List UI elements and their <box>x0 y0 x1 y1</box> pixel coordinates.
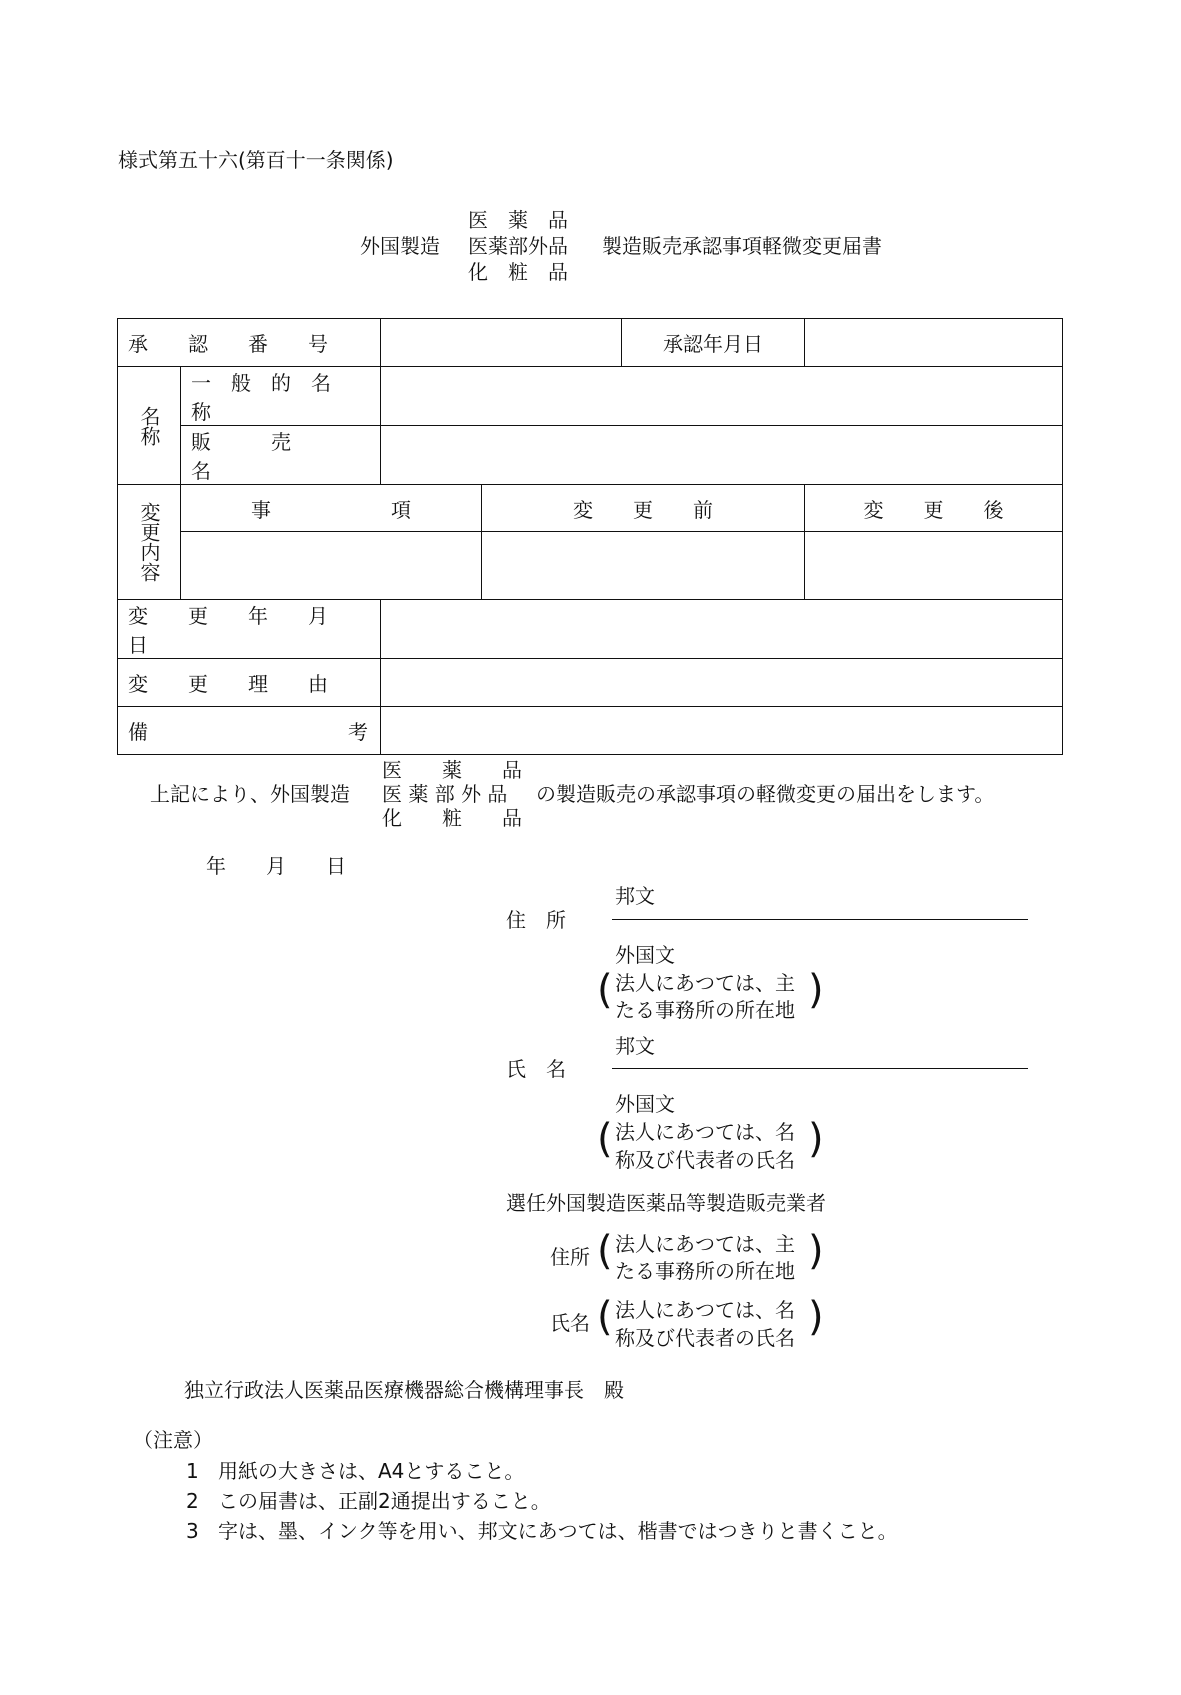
change-before-field[interactable] <box>482 532 805 600</box>
agent-address-note-1: 法人にあつては、主 <box>615 1232 795 1256</box>
recipient: 独立行政法人医薬品医療機器総合機構理事長 殿 <box>184 1378 624 1402</box>
brand-name-label: 販 売 名 <box>181 426 381 485</box>
right-paren-icon: ) <box>808 1228 824 1274</box>
row-general-name <box>118 367 1063 426</box>
address-note-1: 法人にあつては、主 <box>615 971 795 995</box>
col-after-header: 変 更 後 <box>805 485 1063 532</box>
change-reason-label: 変 更 理 由 <box>118 659 381 707</box>
row-change-header <box>118 485 1063 532</box>
name-note-2: 称及び代表者の氏名 <box>615 1148 795 1172</box>
agent-name-label: 氏名 <box>550 1311 590 1335</box>
brand-name-field[interactable] <box>381 426 1063 485</box>
left-paren-icon: ( <box>597 1228 613 1274</box>
right-paren-icon: ) <box>808 1116 824 1162</box>
change-content-label-text: 変更内容 <box>137 502 161 582</box>
address-japanese-label: 邦文 <box>615 884 655 908</box>
application-table <box>117 318 1063 755</box>
note-text: この届書は、正副2通提出すること。 <box>218 1489 551 1513</box>
name-label <box>118 367 181 485</box>
change-after-field[interactable] <box>805 532 1063 600</box>
change-item-field[interactable] <box>181 532 482 600</box>
row-brand-name <box>118 426 1063 485</box>
change-date-field[interactable] <box>381 600 1063 659</box>
date-line: 年 月 日 <box>206 854 346 878</box>
row-change-reason <box>118 659 1063 707</box>
agent-name-note-1: 法人にあつては、名 <box>615 1298 795 1322</box>
approval-date-field[interactable] <box>805 319 1063 367</box>
col-item-header: 事 項 <box>181 485 482 532</box>
right-paren-icon: ) <box>808 1294 824 1340</box>
name-label-text: 名称 <box>137 405 161 446</box>
name-japanese-line[interactable] <box>612 1068 1028 1069</box>
approval-date-label: 承認年月日 <box>622 319 805 367</box>
agent-name-note-2: 称及び代表者の氏名 <box>615 1326 795 1350</box>
left-paren-icon: ( <box>597 967 613 1013</box>
notes-heading: （注意） <box>133 1428 213 1452</box>
statement-suffix: の製造販売の承認事項の軽微変更の届出をします。 <box>536 782 995 806</box>
note-number: 3 <box>186 1519 199 1543</box>
note-number: 2 <box>186 1489 199 1513</box>
change-date-label: 変 更 年 月 日 <box>118 600 381 659</box>
note-text: 用紙の大きさは、A4とすること。 <box>218 1459 525 1483</box>
title-type-2: 医薬部外品 <box>468 234 568 258</box>
address-note-2: たる事務所の所在地 <box>615 998 795 1022</box>
agent-address-note-2: たる事務所の所在地 <box>615 1259 795 1283</box>
change-content-label <box>118 485 181 600</box>
approval-number-label: 承 認 番 号 <box>118 319 381 367</box>
form-number: 様式第五十六(第百十一条関係) <box>118 148 394 172</box>
title-type-3: 化 粧 品 <box>468 260 568 284</box>
row-remarks <box>118 707 1063 755</box>
remarks-label: 備 考 <box>118 707 381 755</box>
name-label: 氏 名 <box>506 1057 566 1081</box>
approval-number-field[interactable] <box>381 319 622 367</box>
statement-prefix: 上記により、外国製造 <box>150 782 350 806</box>
statement-type-2: 医 薬 部 外 品 <box>382 782 508 806</box>
right-paren-icon: ) <box>808 967 824 1013</box>
left-paren-icon: ( <box>597 1116 613 1162</box>
left-paren-icon: ( <box>597 1294 613 1340</box>
col-before-header: 変 更 前 <box>482 485 805 532</box>
address-label: 住 所 <box>506 908 566 932</box>
name-note-1: 法人にあつては、名 <box>615 1120 795 1144</box>
row-approval <box>118 319 1063 367</box>
agent-title: 選任外国製造医薬品等製造販売業者 <box>506 1191 826 1215</box>
name-japanese-label: 邦文 <box>615 1034 655 1058</box>
remarks-field[interactable] <box>381 707 1063 755</box>
address-japanese-line[interactable] <box>612 919 1028 920</box>
general-name-label: 一 般 的 名 称 <box>181 367 381 426</box>
row-change-body <box>118 532 1063 600</box>
statement-type-3: 化 粧 品 <box>382 806 522 830</box>
address-foreign-label: 外国文 <box>615 943 675 967</box>
general-name-field[interactable] <box>381 367 1063 426</box>
statement-type-1: 医 薬 品 <box>382 758 522 782</box>
note-number: 1 <box>186 1459 199 1483</box>
title-type-1: 医 薬 品 <box>468 208 568 232</box>
title-prefix: 外国製造 <box>360 234 440 258</box>
name-foreign-label: 外国文 <box>615 1092 675 1116</box>
row-change-date <box>118 600 1063 659</box>
agent-address-label: 住所 <box>550 1245 590 1269</box>
title-suffix: 製造販売承認事項軽微変更届書 <box>602 234 882 258</box>
change-reason-field[interactable] <box>381 659 1063 707</box>
note-text: 字は、墨、インク等を用い、邦文にあつては、楷書ではつきりと書くこと。 <box>218 1519 898 1543</box>
